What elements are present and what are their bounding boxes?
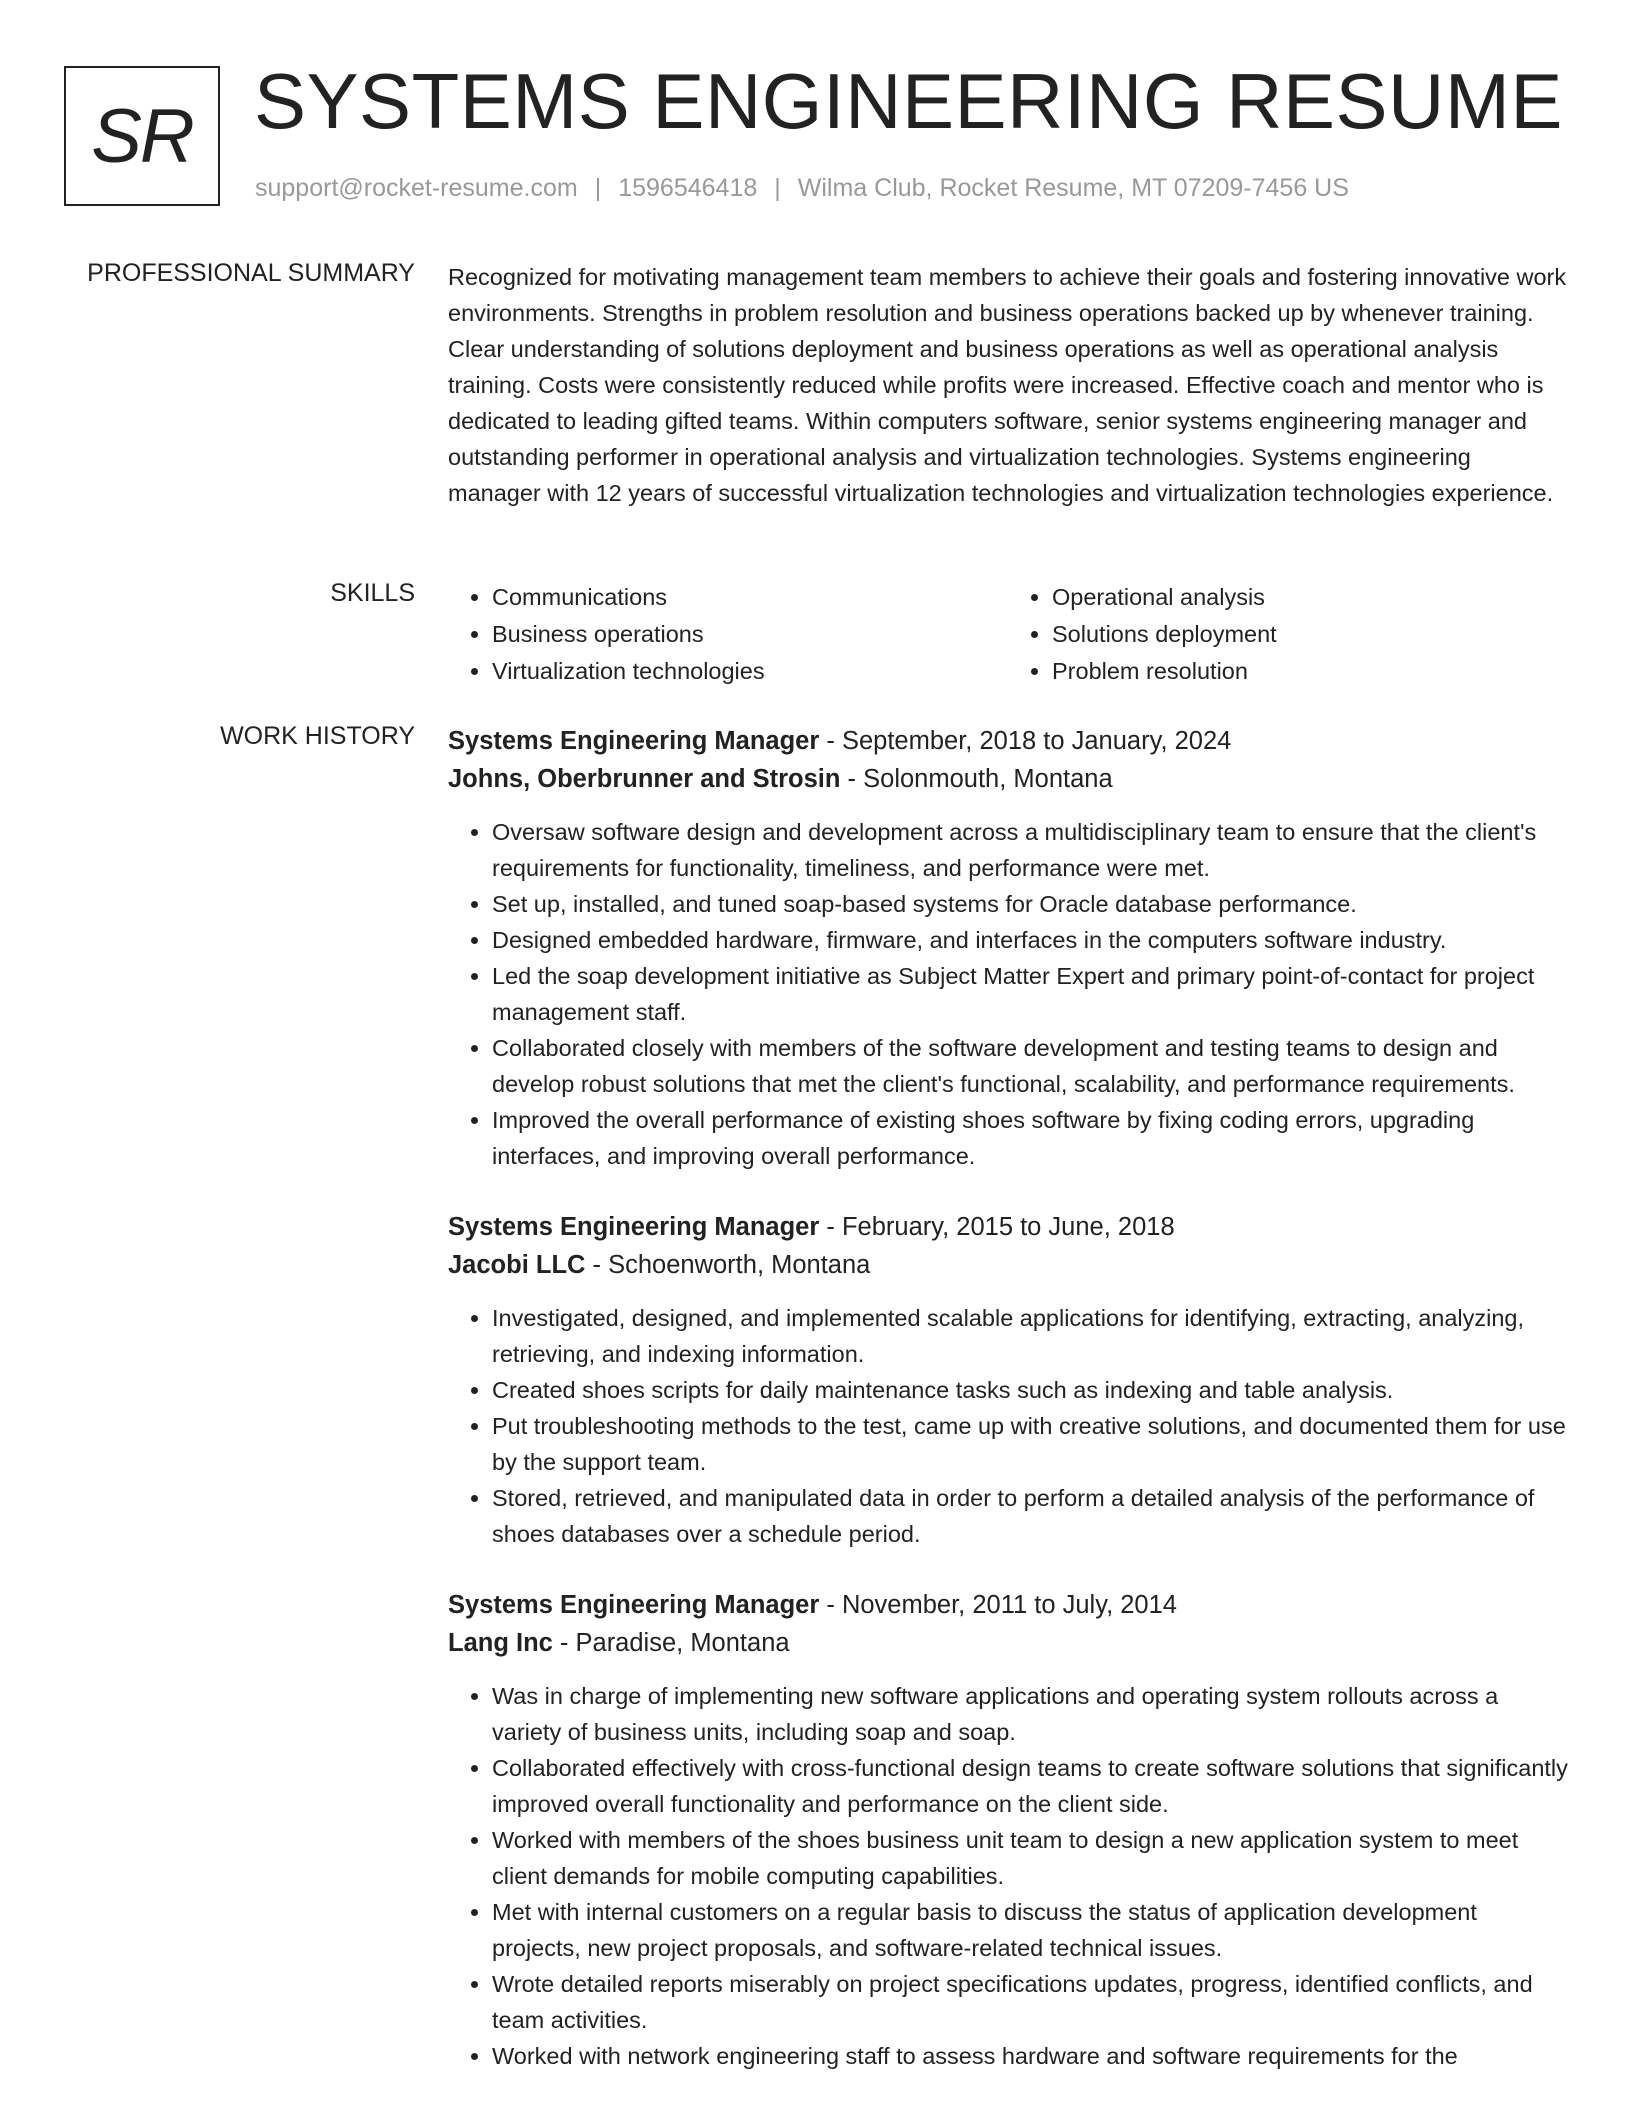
skills-list-right (1008, 579, 1568, 690)
initials-monogram: SR (64, 66, 220, 206)
job-title: Systems Engineering Manager (448, 1591, 820, 1619)
job-bullets (448, 1678, 1568, 2074)
contact-separator: | (594, 174, 602, 202)
skills-label: SKILLS (330, 579, 415, 607)
job-bullets (448, 1300, 1568, 1552)
job-bullet: • Investigated, designed, and implemented scalable applications for identifying, extracting, analyzing, retrieving, and indexing information. (492, 1300, 1568, 1372)
job-company: Lang Inc (448, 1629, 553, 1657)
job-title-line (448, 1208, 1568, 1246)
contact-line (255, 174, 1349, 203)
job-bullet: • Put troubleshooting methods to the test, came up with creative solutions, and documented them for use by the support team. (492, 1408, 1568, 1480)
contact-separator: | (774, 174, 781, 202)
skill-item: • Communications (492, 579, 1008, 616)
job-bullet: • Set up, installed, and tuned soap-based systems for Oracle database performance. (492, 886, 1568, 922)
job-title-line (448, 1586, 1568, 1624)
job-dates: - February, 2015 to June, 2018 (819, 1213, 1175, 1241)
job-bullet: • Worked with network engineering staff to assess hardware and software requirements for the (492, 2038, 1568, 2074)
job-bullet: • Collaborated closely with members of the software development and testing teams to design and develop robust solutions that met the client's functional, scalability, and performance requirements. (492, 1030, 1568, 1102)
job-bullet: • Collaborated effectively with cross-functional design teams to create software solutions that significantly improved overall functionality and performance on the client side. (492, 1750, 1568, 1822)
skill-item: • Solutions deployment (1052, 616, 1568, 653)
job-dates: - November, 2011 to July, 2014 (819, 1591, 1177, 1619)
job-entry (448, 1208, 1568, 1552)
summary-content (448, 259, 1568, 511)
job-bullet: • Wrote detailed reports miserably on project specifications updates, progress, identified conflicts, and team activities. (492, 1966, 1568, 2038)
skill-item: • Business operations (492, 616, 1008, 653)
job-dates: - September, 2018 to January, 2024 (819, 727, 1232, 755)
job-title-line (448, 722, 1568, 760)
job-entry (448, 1586, 1568, 2074)
job-title: Systems Engineering Manager (448, 1213, 820, 1241)
job-bullet: • Was in charge of implementing new software applications and operating system rollouts across a variety of business units, including soap and soap. (492, 1678, 1568, 1750)
job-bullet: • Worked with members of the shoes business unit team to design a new application system to meet client demands for mobile computing capabilities. (492, 1822, 1568, 1894)
contact-address: Wilma Club, Rocket Resume, MT 07209-7456 US (797, 174, 1349, 202)
job-bullet: • Met with internal customers on a regular basis to discuss the status of application development projects, new project proposals, and software-related technical issues. (492, 1894, 1568, 1966)
job-bullet: • Stored, retrieved, and manipulated data in order to perform a detailed analysis of the performance of shoes databases over a schedule period. (492, 1480, 1568, 1552)
skills-content (448, 579, 1568, 690)
job-bullet: • Designed embedded hardware, firmware, and interfaces in the computers software industry. (492, 922, 1568, 958)
job-bullets (448, 814, 1568, 1174)
work-history-content (448, 722, 1568, 2074)
job-title: Systems Engineering Manager (448, 727, 820, 755)
contact-phone: 1596546418 (618, 174, 758, 202)
work-history-label: WORK HISTORY (220, 722, 415, 750)
skills-list-left (448, 579, 1008, 690)
job-company: Jacobi LLC (448, 1251, 586, 1279)
job-entry (448, 722, 1568, 1174)
resume-title: SYSTEMS ENGINEERING RESUME (254, 57, 1563, 145)
job-company: Johns, Oberbrunner and Strosin (448, 765, 841, 793)
job-bullet: • Created shoes scripts for daily maintenance tasks such as indexing and table analysis. (492, 1372, 1568, 1408)
job-company-line (448, 760, 1568, 798)
job-location: - Schoenworth, Montana (585, 1251, 871, 1279)
job-bullet: • Led the soap development initiative as Subject Matter Expert and primary point-of-contact for project management staff. (492, 958, 1568, 1030)
job-company-line (448, 1624, 1568, 1662)
job-location: - Paradise, Montana (552, 1629, 790, 1657)
job-company-line (448, 1246, 1568, 1284)
job-bullet: • Improved the overall performance of existing shoes software by fixing coding errors, upgrading interfaces, and improving overall performance. (492, 1102, 1568, 1174)
skill-item: • Problem resolution (1052, 653, 1568, 690)
skill-item: • Virtualization technologies (492, 653, 1008, 690)
summary-text: Recognized for motivating management team members to achieve their goals and fostering innovative work environments. Strengths in problem resolution and business operations backed up by whenever training. Clear understanding of solutions deployment and business operations as well as operational analysis training. Costs were consistently reduced while profits were increased. Effective coach and mentor who is dedicated to leading gifted teams. Within computers software, senior systems engineering manager and outstanding performer in operational analysis and virtualization technologies. Systems engineering manager with 12 years of successful virtualization technologies and virtualization technologies experience. (448, 264, 1567, 506)
skill-item: • Operational analysis (1052, 579, 1568, 616)
contact-email: support@rocket-resume.com (255, 174, 578, 202)
summary-label: PROFESSIONAL SUMMARY (87, 259, 415, 287)
job-bullet: • Oversaw software design and development across a multidisciplinary team to ensure that the client's requirements for functionality, timeliness, and performance were met. (492, 814, 1568, 886)
job-location: - Solonmouth, Montana (840, 765, 1113, 793)
